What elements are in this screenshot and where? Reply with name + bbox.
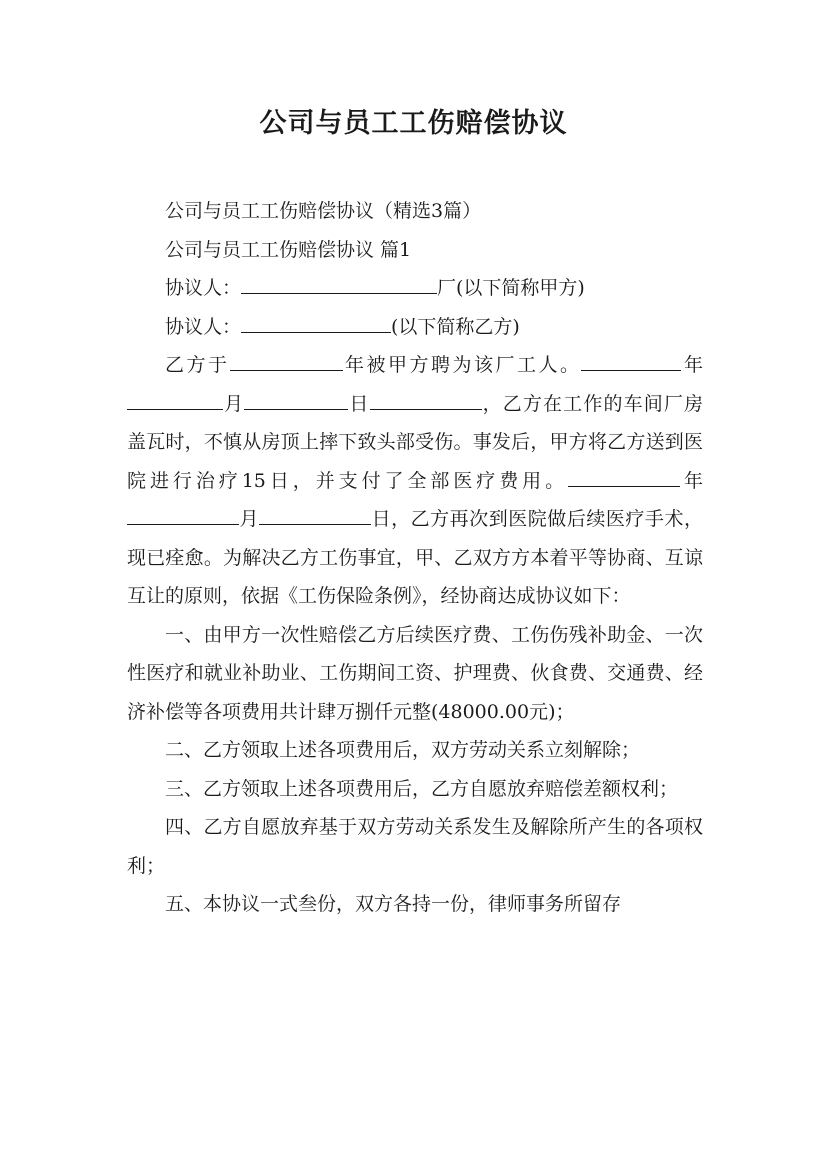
text-segment: ，乙方在工作的车间厂房盖瓦时，不慎从房顶上摔下致头部受伤。事发后，甲方将乙方送到医院进行治疗15日，并支付了全部医疗费用。 [127,392,703,492]
party-b-name-blank[interactable] [241,312,391,333]
paragraph-subtitle: 公司与员工工伤赔偿协议（精选3篇） [165,200,482,222]
document-title: 公司与员工工伤赔偿协议 [259,108,568,139]
text-segment: 年 [680,469,703,492]
party-a-label: 协议人： [165,277,242,299]
paragraph-clause-2: 二、乙方领取上述各项费用后，双方劳动关系立刻解除； [165,739,641,761]
text-segment: 年 [681,354,703,376]
injury-month-blank[interactable] [127,389,223,410]
surgery-month-blank[interactable] [127,504,239,525]
paragraph-clause-5: 五、本协议一式叁份，双方各持一份，律师事务所留存 [165,893,622,915]
text-segment: 乙方于 [165,354,230,376]
text-segment: 月 [223,392,245,415]
paragraph-incident [127,346,703,616]
surgery-year-blank[interactable] [568,466,680,487]
party-a-name-blank[interactable] [241,273,437,294]
surgery-day-blank[interactable] [259,504,371,525]
paragraph-party-b [127,308,703,347]
text-segment: 日 [348,392,370,415]
party-a-suffix: 厂(以下简称甲方) [437,277,585,299]
document-body [127,192,703,924]
hire-year-blank[interactable] [230,350,343,371]
injury-day-blank-2[interactable] [370,389,482,410]
text-segment: 年被甲方聘为该厂工人。 [342,354,582,376]
injury-year-blank[interactable] [581,350,681,371]
injury-day-blank[interactable] [244,389,348,410]
paragraph-section-heading: 公司与员工工伤赔偿协议 篇1 [165,238,412,261]
paragraph-clause-1: 一、由甲方一次性赔偿乙方后续医疗费、工伤伤残补助金、一次性医疗和就业补助业、工伤期间工资、护理费、伙食费、交通费、经济补偿等各项费用共计肆万捌仟元整(48000.00元)； [127,623,703,723]
paragraph-party-a [127,269,703,308]
text-segment: 日，乙方再次到医院做后续医疗手术，现已痊愈。为解决乙方工伤事宜，甲、乙双方方本着平等协商、互谅互让的原则，依据《工伤保险条例》，经协商达成协议如下： [127,508,703,607]
party-b-label: 协议人： [165,315,242,338]
text-segment: 月 [239,508,260,530]
paragraph-clause-4: 四、乙方自愿放弃基于双方劳动关系发生及解除所产生的各项权利； [127,816,703,877]
paragraph-clause-3: 三、乙方领取上述各项费用后，乙方自愿放弃赔偿差额权利； [165,777,679,800]
party-b-suffix: (以下简称乙方) [391,315,520,338]
